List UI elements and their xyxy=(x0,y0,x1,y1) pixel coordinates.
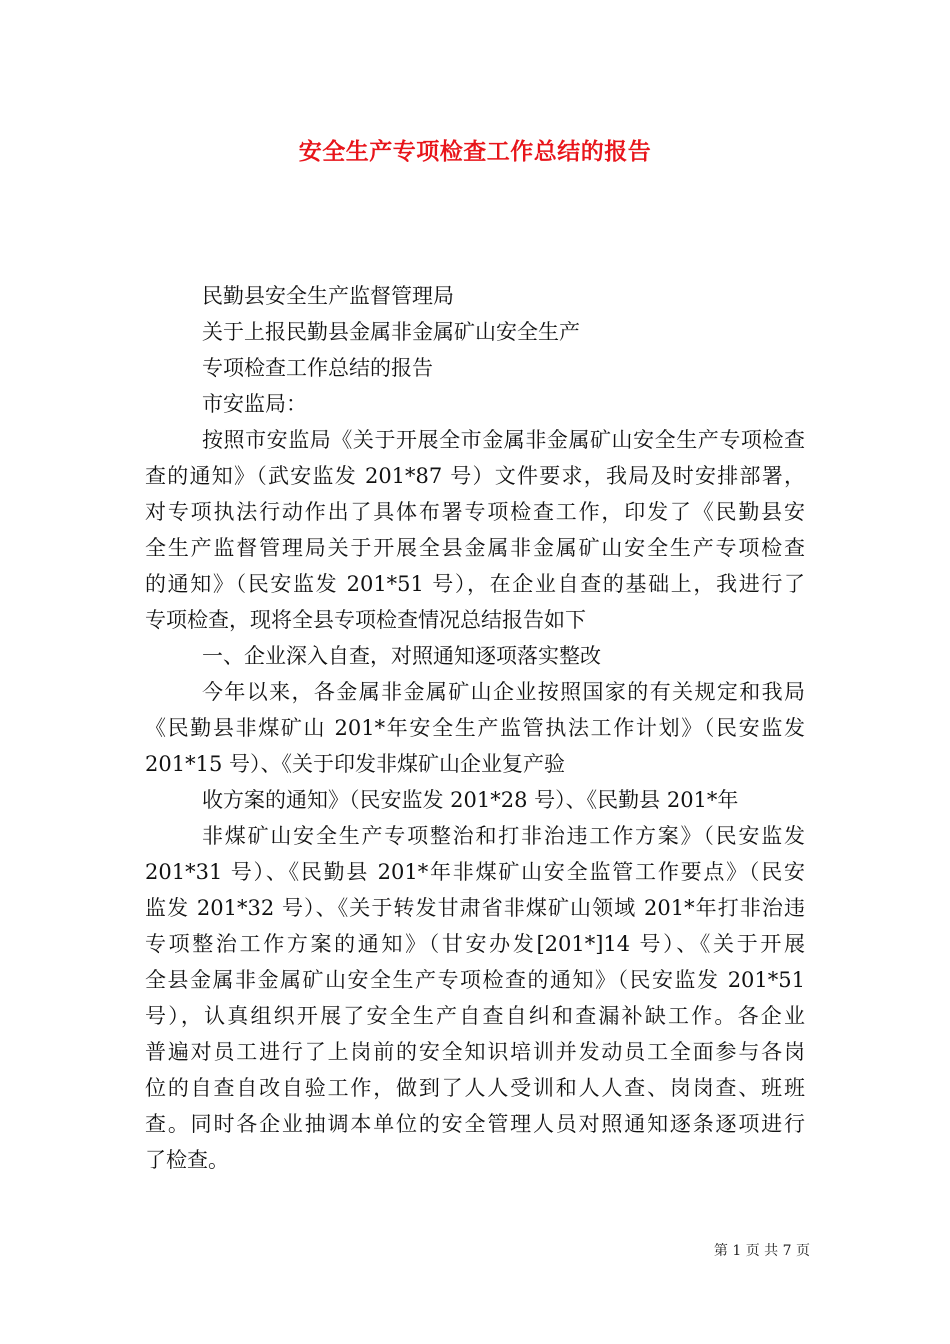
body-line-20: 全县金属非金属矿山安全生产专项检查的通知》（民安监发 201*51 xyxy=(145,968,805,992)
body-line-25: 了检查。 xyxy=(145,1148,229,1172)
body-line-21: 号），认真组织开展了安全生产自查自纠和查漏补缺工作。各企业 xyxy=(145,1004,805,1028)
section-heading-1: 一、企业深入自查，对照通知逐项落实整改 xyxy=(202,644,601,668)
body-line-05: 按照市安监局《关于开展全市金属非金属矿山安全生产专项检查 xyxy=(202,428,805,452)
body-line-24: 查。同时各企业抽调本单位的安全管理人员对照通知逐条逐项进行 xyxy=(145,1112,805,1136)
body-line-01: 民勤县安全生产监督管理局 xyxy=(202,284,454,308)
body-line-08: 全生产监督管理局关于开展全县金属非金属矿山安全生产专项检查 xyxy=(145,536,805,560)
body-line-23: 位的自查自改自验工作，做到了人人受训和人人查、岗岗查、班班 xyxy=(145,1076,805,1100)
body-line-07: 对专项执法行动作出了具体布署专项检查工作，印发了《民勤县安 xyxy=(145,500,805,524)
body-line-02: 关于上报民勤县金属非金属矿山安全生产 xyxy=(202,320,580,344)
body-line-09: 的通知》（民安监发 201*51 号），在企业自查的基础上，我进行了 xyxy=(145,572,805,596)
page-footer: 第 1 页 共 7 页 xyxy=(713,1243,810,1259)
body-line-13: 《民勤县非煤矿山 201*年安全生产监管执法工作计划》（民安监发 xyxy=(145,716,805,740)
body-line-18: 监发 201*32 号）、《关于转发甘肃省非煤矿山领域 201*年打非治违 xyxy=(145,896,805,920)
body-line-17: 201*31 号）、《民勤县 201*年非煤矿山安全监管工作要点》（民安 xyxy=(145,860,805,884)
document-title: 安全生产专项检查工作总结的报告 xyxy=(298,138,652,165)
body-line-10: 专项检查，现将全县专项检查情况总结报告如下 xyxy=(145,608,586,632)
body-line-22: 普遍对员工进行了上岗前的安全知识培训并发动员工全面参与各岗 xyxy=(145,1040,805,1064)
body-line-06: 查的通知》（武安监发 201*87 号）文件要求，我局及时安排部署， xyxy=(145,464,805,488)
body-line-16: 非煤矿山安全生产专项整治和打非治违工作方案》（民安监发 xyxy=(202,824,805,848)
body-line-14: 201*15 号）、《关于印发非煤矿山企业复产验 xyxy=(145,752,565,776)
body-line-03: 专项检查工作总结的报告 xyxy=(202,356,433,380)
body-line-04: 市安监局： xyxy=(202,392,307,416)
body-line-12: 今年以来，各金属非金属矿山企业按照国家的有关规定和我局 xyxy=(202,680,805,704)
body-line-15: 收方案的通知》（民安监发 201*28 号）、《民勤县 201*年 xyxy=(202,788,739,812)
body-line-19: 专项整治工作方案的通知》（甘安办发[201*]14 号）、《关于开展 xyxy=(145,932,805,956)
